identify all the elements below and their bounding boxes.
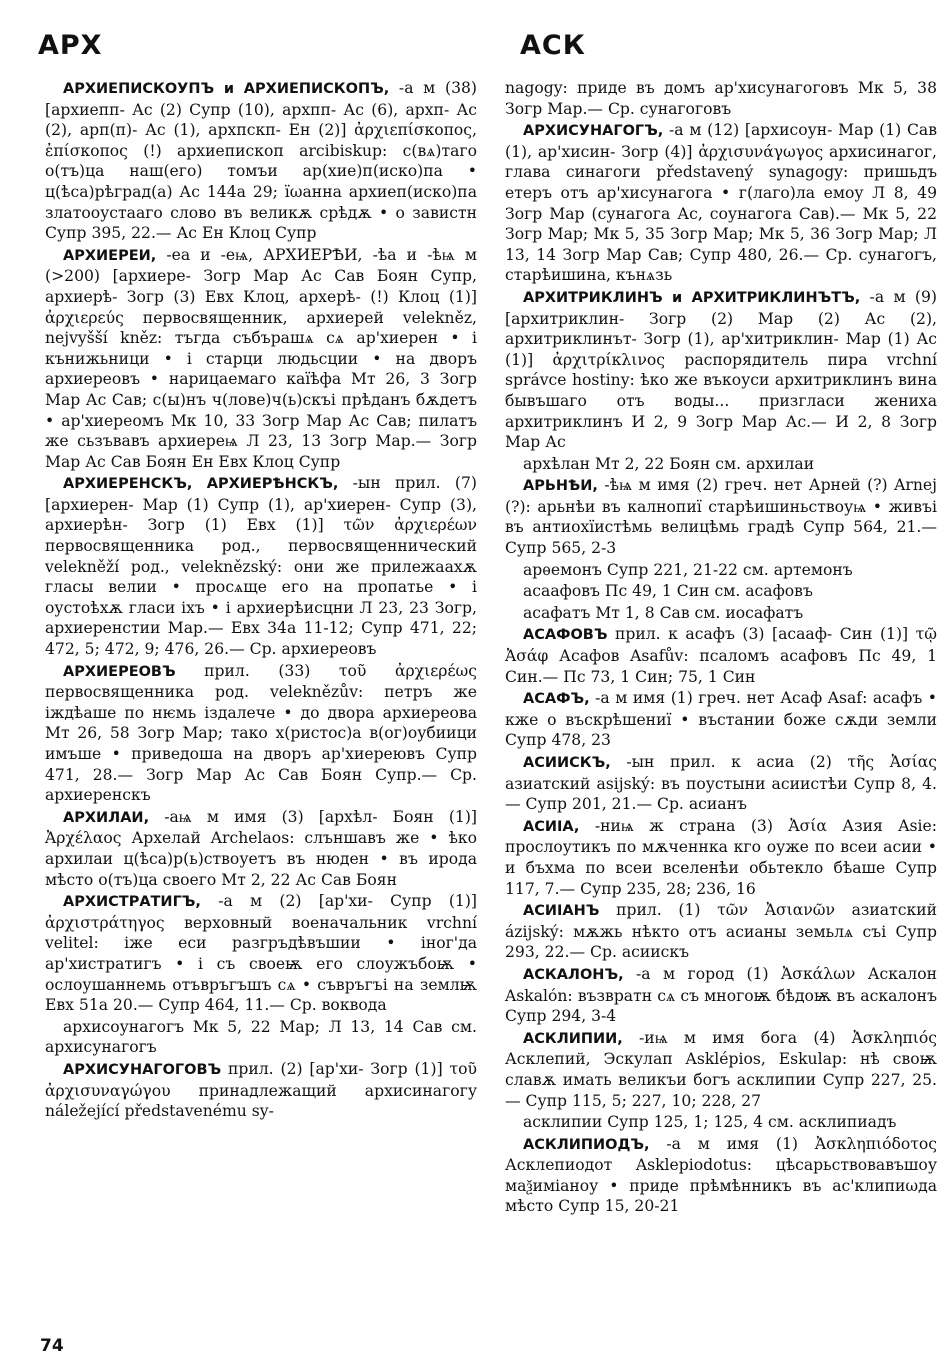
entry-text: прил. (33) τοῦ ἀρχιερέως первосвященника род. veleknězův: петръ же іждѣаше по нѥмь іздалече • до двора архиереова Мт 26, 58 Зогр Мар; тако х(ристос)а в(ог)оубиици имъше • приведоша на дворъ ар'хиереювъ Супр 471, 28.— Зогр Мар Ас Сав Боян Супр.— Ср. архиеренскъ (45, 661, 477, 805)
dictionary-entry (505, 688, 937, 751)
dictionary-entry (45, 807, 477, 890)
headword: АСИИСКЪ, (523, 755, 611, 771)
entry-text: -а м (38) [архиепп- Ас (2) Супр (10), архпп- Ас (6), архп- Ас (2), арп(п)- Ас (1), архпскп- Ен (2)] ἀρχιεπίσκοπος, ἐπίσκοπος (!) архиепископ arcibiskup: с(вѧ)таго о(тъ)ца наш(его) томъи ар(хие)п(иско)па • ц(ѣса)рѣград(а) Ас 144а 29; їωанна архиеп(иско)па златооустааго слово въ великѫ срѣдѫ • о завистн Супр 395, 22.— Ас Ен Клоц Супр (45, 79, 477, 243)
cross-reference (505, 603, 937, 624)
headword: АСИIA, (523, 818, 580, 835)
entry-text: прил. (2) [ар'хи- Зогр (1)] τοῦ ἀρχισυναγώγου принадлежащий архисинагогу náležející představenému sy- (45, 1059, 477, 1121)
entry-text: -иѩ м имя бога (4) Ἀσκληπιός Асклепий, Эскулап Asklépios, Eskulap: нѣ своѭ славѫ имать великъи богъ асклипии Супр 227, 25.— Супр 115, 5; 227, 10; 228, 27 (505, 1028, 937, 1110)
dictionary-entry (505, 900, 937, 963)
dictionary-entry (45, 661, 477, 806)
entry-text: -ын прил. к асиа (2) τῆς Ἀσίας азиатский asijský: въ поустыни асиистѣи Супр 8, 4.— Супр 201, 21.— Ср. асианъ (505, 753, 937, 814)
page-number: 74 (40, 1336, 64, 1356)
dictionary-entry (505, 964, 937, 1027)
headword: АРХИСТРАТИГЪ, (63, 894, 201, 911)
headword: АСКЛИПИИ, (523, 1030, 623, 1047)
right-column (505, 78, 937, 1218)
dictionary-entry (45, 473, 477, 659)
dictionary-entry (45, 1059, 477, 1122)
headword: АСАФЪ, (523, 691, 590, 708)
dictionary-entry (45, 78, 477, 244)
cross-reference (45, 1017, 477, 1058)
entry-text: -а м (9) [архитриклин- Зогр (2) Мар (2) Ас (2), архитриклинът- Зогр (1), ар'хитриклин- Мар (1) Ас (1)] ἀρχιτρίκλινος распорядитель пира vrchní správce hostiny: ѣко же въкоуси архитриклинъ вина бывъшаго отъ воды... призгласи женихa архитриклинъ И 2, 9 Зогр Мар Ас.— И 2, 8 Зогр Мар Ас (505, 287, 937, 452)
headword: АСИIАНЪ (523, 903, 600, 920)
entry-text: асклипии Супр 125, 1; 125, 4 см. асклипиадъ (523, 1113, 897, 1132)
left-column (45, 78, 477, 1123)
headword: АРХИСУНАГОГЪ, (523, 123, 664, 140)
headword: АРХИТРИКЛИНЪ и АРХИТРИКЛИНЪТЪ, (523, 289, 861, 306)
entry-text: архѣлан Мт 2, 22 Боян см. архилаи (523, 454, 815, 473)
entry-text: -ѣѩ м имя (2) греч. нет Арней (?) Arnej (?): арьнѣи въ калнопиї старѣишиньствоуѩ • живъі въ антиохїистѣмь велицѣмь градѣ Супр 564, 21.— Супр 565, 2-3 (505, 476, 937, 558)
dictionary-entry (45, 891, 477, 1016)
dictionary-entry (505, 120, 937, 286)
dictionary-entry (505, 816, 937, 899)
entry-text: nagogy: приде въ домъ ар'хисунагоговъ Мк 5, 38 Зогр Мар.— Ср. сунагоговъ (505, 79, 937, 118)
running-head-right: АСК (520, 30, 586, 61)
entry-text: арѳемонъ Супр 221, 21-22 см. артемонъ (523, 560, 853, 579)
dictionary-entry (505, 752, 937, 815)
dictionary-entry (45, 245, 477, 473)
headword: АРХИЕРЕНСКЪ, АРХИЕРѢНСКЪ, (63, 476, 339, 493)
dictionary-entry (505, 624, 937, 687)
entry-text: -еа и -еѩ, АРХИЕРѢИ, -ѣа и -ѣѩ м (>200) [архиере- Зогр Мар Ас Сав Боян Супр, архиерѣ- Зогр (3) Евх Клоц, архерѣ- (!) Клоц (1)] ἀρχιερεύς первосвященник, архиерей velekněz, nejvyšší kněz: тъгда събърашѧ сѧ ар'хиерен • і кънижьници • і старци людьсции • на дворъ архиереовъ • нарицаемаго каїѣфа Мт 26, 3 Зогр Мар Ас Сав; с(ы)нъ ч(лове)ч(ь)скъі прѣданъ бѫдетъ • ар'хиереомъ Мк 10, 33 Зогр Мар Ас Сав; пилатъ же сьзъвавъ архиереѩ Л 23, 13 Зогр Мар.— Зогр Мар Ас Сав Боян Ен Евх Клоц Супр (45, 245, 477, 471)
dictionary-entry (505, 475, 937, 558)
entry-text: асафатъ Мт 1, 8 Сав см. иосафатъ (523, 603, 804, 622)
entry-text: -ын прил. (7) [архиерен- Мар (1) Супр (1), ар'хиерен- Супр (3), архиерѣн- Зогр (1) Евх (1)] τῶν ἀρχιερέων первосвященника род., первосвященнический velekněží род., veleknězský: они же прилежаахѫ гласы велии • просѧще его на пропатье • і оустоѣхѫ гласи іхъ • і архиерѣисцни Л 23, 23 Зогр, архиеренстии Мар.— Евх 34а 11-12; Супр 471, 22; 472, 5; 472, 9; 476, 26.— Ср. архиереовъ (45, 474, 477, 659)
headword: АСКАЛОНЪ, (523, 966, 624, 983)
cross-reference (505, 581, 937, 602)
headword: АРХИЛАИ, (63, 809, 150, 826)
dictionary-entry (505, 78, 937, 119)
dictionary-entry (505, 1028, 937, 1111)
entry-text: прил. к асафъ (3) [асаaф- Син (1)] τῷ Ἀσάφ Асафов Asafův: псаломъ асафовъ Пс 49, 1 Син.— Пс 73, 1 Син; 75, 1 Син (505, 625, 937, 686)
entry-text: -а м (2) [ар'хи- Супр (1)] ἀρχιστράτηγος верховный военачальник vrchní velitel: іже еси разгръдѣвъшии • іног'да ар'хистратигъ • і съ своеѭ его слоужъбоѭ • ослоушаннемь отъвръгъшъ сѧ • съвръгъі на землѭ Евх 51а 20.— Супр 464, 11.— Ср. воквода (45, 892, 477, 1015)
headword: АРХИЕРЕОВЪ (63, 663, 176, 680)
entry-text: -аѩ м имя (3) [архѣл- Боян (1)] Ἀρχέλαος Архелай Archelaos: слъншавъ же • ѣко архилаи ц(ѣса)р(ь)ствоуетъ въ нюден • въ ирода мѣсто о(тъ)ца своего Мт 2, 22 Ас Сав Боян (45, 807, 477, 889)
headword: АРХИЕПИСКОУПЪ и АРХИЕПИСКОПЪ, (63, 81, 390, 97)
entry-text: асаафовъ Пс 49, 1 Син см. асафовъ (523, 582, 813, 601)
entry-text: -ниѩ ж страна (3) Ἀσία Азия Asie: прослоутикъ по мѫченнкa кго оуже по всеи асии • и бъхма по всеи вселенѣи обьтекло бѣаше Супр 117, 7.— Супр 235, 28; 236, 16 (505, 816, 937, 898)
cross-reference (505, 560, 937, 581)
cross-reference (505, 454, 937, 475)
entry-text: архисоунагогъ Мк 5, 22 Мар; Л 13, 14 Сав см. архисунагогъ (45, 1017, 477, 1057)
entry-text: -а м имя (1) греч. нет Асаф Asaf: асафъ • кже о въскрѣшениї • въстании боже сѫди земли Супр 478, 23 (505, 689, 937, 750)
entry-text: -а м (12) [архисоун- Мар (1) Сав (1), ар'хисин- Зогр (4)] ἀρχισυνάγωγος архисинагог, глава синагоги představený synagogy: пришьдъ етеръ отъ ар'хисунагога • г(лаго)ла емоу Л 8, 49 Зогр Мар (сунагога Ас, соунагога Сав).— Мк 5, 22 Зогр Мар; Мк 5, 35 Зогр Мар; Мк 5, 36 Зогр Мар; Л 13, 14 Зогр Мар Сав; Супр 480, 26.— Ср. сунагогъ, старѣишина, кънѧзь (505, 121, 937, 285)
entry-text: -а м город (1) Ἀσκάλων Аскалон Askalón: възвратн сѧ съ многоѭ бѣдоѭ въ аскалонъ Супр 294, 3-4 (505, 964, 937, 1026)
headword: АРЬНѢИ, (523, 478, 598, 495)
entry-text: -а м имя (1) Ἀσκληπιόδοτος Асклепиодот Asklepiodotus: цѣсарьствовавъшоу маѯиміаноу • приде прѣмѣнникъ въ ас'клипиωда мѣсто Супр 15, 20-21 (505, 1134, 937, 1216)
cross-reference (505, 1112, 937, 1133)
headword: АРХИСУНАГОГОВЪ (63, 1061, 222, 1078)
headword: АРХИЕРЕИ, (63, 247, 157, 264)
entry-text: прил. (1) τῶν Ἀσιανῶν азиатский ázijský: мѫжь нѣкто отъ асианы земьлѧ съі Супр 293, 22.— Ср. асиискъ (505, 901, 937, 962)
headword: АСАФОВЪ (523, 627, 608, 644)
dictionary-entry (505, 1134, 937, 1217)
running-head-left: АРХ (38, 30, 103, 61)
headword: АСКЛИПИОДЪ, (523, 1136, 650, 1153)
dictionary-entry (505, 287, 937, 453)
